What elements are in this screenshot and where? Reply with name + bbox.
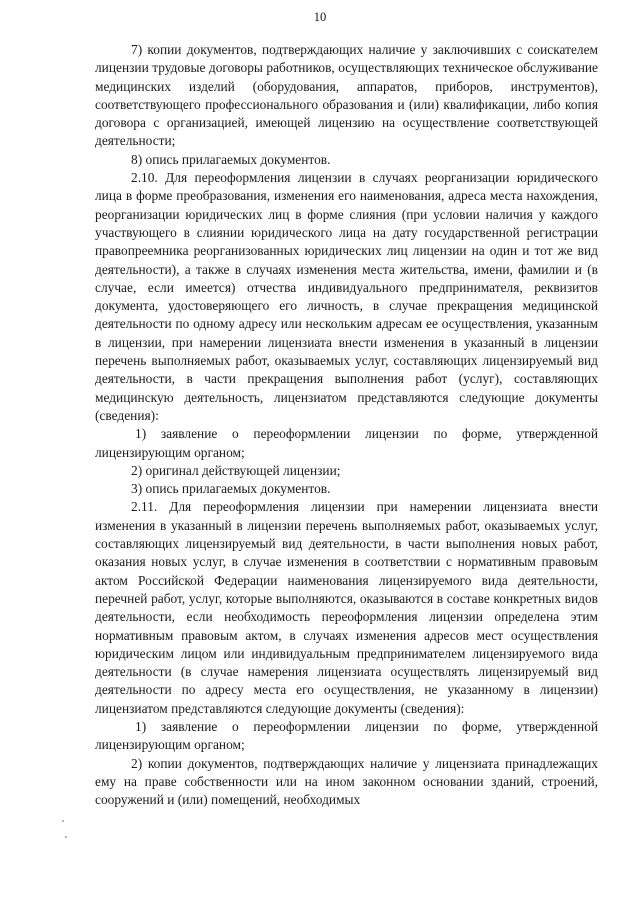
section-2-11-item-2: 2) копии документов, подтверждающих наличие у лицензиата принадлежащих ему на праве собственности или на ином законном основании зданий, строений, сооружений и (или) помещений, необходимых <box>95 755 598 808</box>
list-item-8-inventory: 8) опись прилагаемых документов. <box>131 151 331 167</box>
scan-artifact-dot <box>65 836 67 838</box>
page-number: 10 <box>313 10 327 24</box>
section-2-10-item-2: 2) оригинал действующей лицензии; <box>131 462 341 478</box>
section-2-11-item-1: 1) заявление о переоформлении лицензии по форме, утвержденной лицензирующим органом; <box>95 718 598 753</box>
section-2-10-paragraph: 2.10. Для переоформления лицензии в случаях реорганизации юридического лица в форме преобразования, изменения его наименования, адреса места нахождения, реорганизации юридических лиц в форме слияния (при условии наличия у каждого участвующего в слиянии юридического лица на дату государственной регистрации правопреемника реорганизованных юридических лиц лицензии на один и тот же вид деятельности), а также в случаях изменения места жительства, имени, фамилии и (в случае, если имеется) отчества индивидуального предпринимателя, реквизитов документа, удостоверяющего его личность, в случае прекращения медицинской деятельности по одному адресу или нескольким адресам ее осуществления, указанным в лицензии, при намерении лицензиата внести изменения в указанный в лицензии перечень выполняемых работ, оказываемых услуг, составляющих лицензируемый вид деятельности, в части прекращения выполнения работ (услуг), составляющих медицинскую деятельность, лицензиатом представляются следующие документы (сведения): <box>95 170 598 423</box>
document-body <box>95 41 598 809</box>
section-2-10-item-1: 1) заявление о переоформлении лицензии по форме, утвержденной лицензирующим органом; <box>95 426 598 460</box>
list-item-7-copies-of-employee-documents: 7) копии документов, подтверждающих наличие у заключивших с соискателем лицензии трудовые договоры работников, осуществляющих техническое обслуживание медицинских изделий (оборудования, аппаратов, приборов, инструментов), соответствующего профессионального образования и (или) квалификации, либо копия договора с организацией, имеющей лицензию на осуществление соответствующей деятельности; <box>95 42 598 149</box>
scan-artifact-dot <box>62 820 64 822</box>
section-2-11-paragraph: 2.11. Для переоформления лицензии при намерении лицензиата внести изменения в указанный в лицензии перечень выполняемых работ, оказываемых услуг, составляющих лицензируемый вид деятельности, в части выполнения новых работ, оказания новых услуг, в случае изменения в соответствии с нормативным правовым актом Российской Федерации наименования лицензируемого вида деятельности, перечней работ, услуг, которые выполняются, оказываются в составе конкретных видов деятельности, если необходимость переоформления лицензии определена этим нормативным правовым актом, в случаях изменения адресов мест осуществления юридическим лицом или индивидуальным предпринимателем лицензируемого вида деятельности (в случае намерения лицензиата осуществлять лицензируемый вид деятельности по адресу места его осуществления, не указанному в лицензии) лицензиатом представляются следующие документы (сведения): <box>95 499 598 716</box>
section-2-10-item-3: 3) опись прилагаемых документов. <box>131 481 331 497</box>
